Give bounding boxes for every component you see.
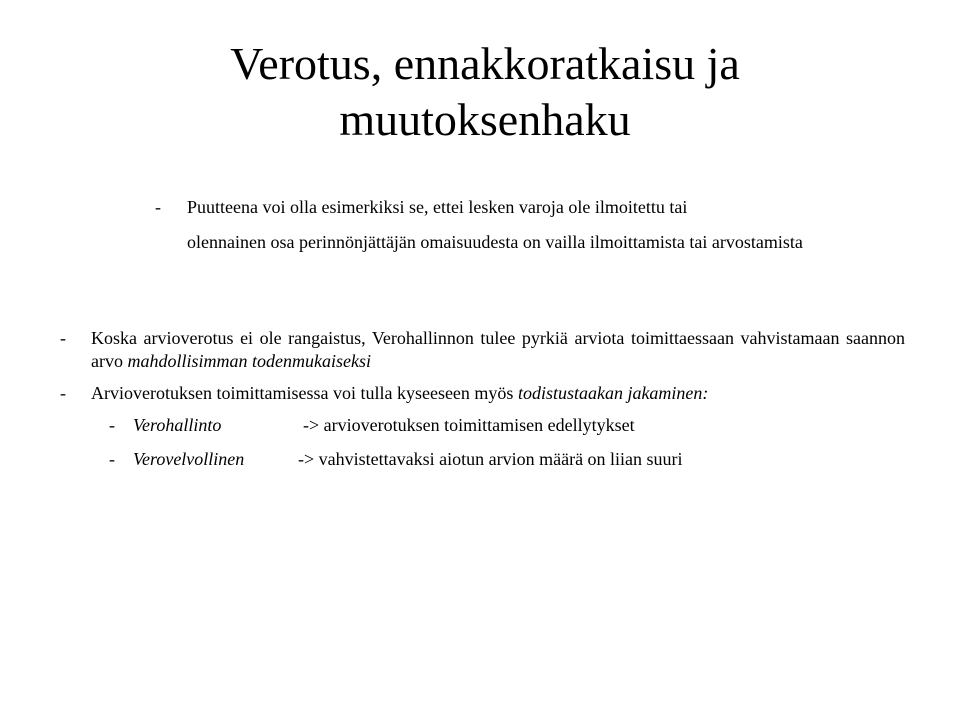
sub-item-list [57,414,905,482]
sub-item [57,414,905,448]
intro-first-line [155,196,687,218]
bullet-text-italic: mahdollisimman todenmukaiseksi [127,351,371,371]
bullet-item [57,382,905,405]
bullet-list [57,327,905,482]
bullet-text-plain: Koska arvioverotus ei ole rangaistus, Verohallinnon tulee pyrkiä arviota toimittaessaan vahvistamaan saannon arvo [91,328,905,371]
sub-item-dash: - [109,449,115,469]
bullet-text [91,382,905,405]
sub-item-party: Verovelvollinen [133,449,245,469]
bullet-item [57,327,905,373]
bullet-text-italic: todistustaakan jakaminen: [517,383,709,403]
sub-item [57,448,905,482]
intro-first-text: Puutteena voi olla esimerkiksi se, ettei lesken varoja ole ilmoitettu tai [187,197,688,217]
bullet-text-plain: Arvioverotuksen toimittamisessa voi tulla kyseeseen myös [91,383,518,403]
slide-title [0,36,960,148]
title-line-1: Verotus, ennakkoratkaisu ja [230,38,740,89]
sub-item-dash: - [109,415,115,435]
intro-dash: - [155,197,161,217]
title-line-2: muutoksenhaku [339,94,631,145]
bullet-dash: - [60,383,66,403]
sub-item-party: Verohallinto [133,415,222,435]
bullet-text [91,327,905,373]
bullet-dash: - [60,328,66,348]
sub-item-description: -> vahvistettavaksi aiotun arvion määrä on liian suuri [298,449,683,469]
sub-item-description: -> arvioverotuksen toimittamisen edellytykset [303,415,635,435]
intro-continuation: olennainen osa perinnönjättäjän omaisuudesta on vailla ilmoittamista tai arvostamista [187,232,803,252]
